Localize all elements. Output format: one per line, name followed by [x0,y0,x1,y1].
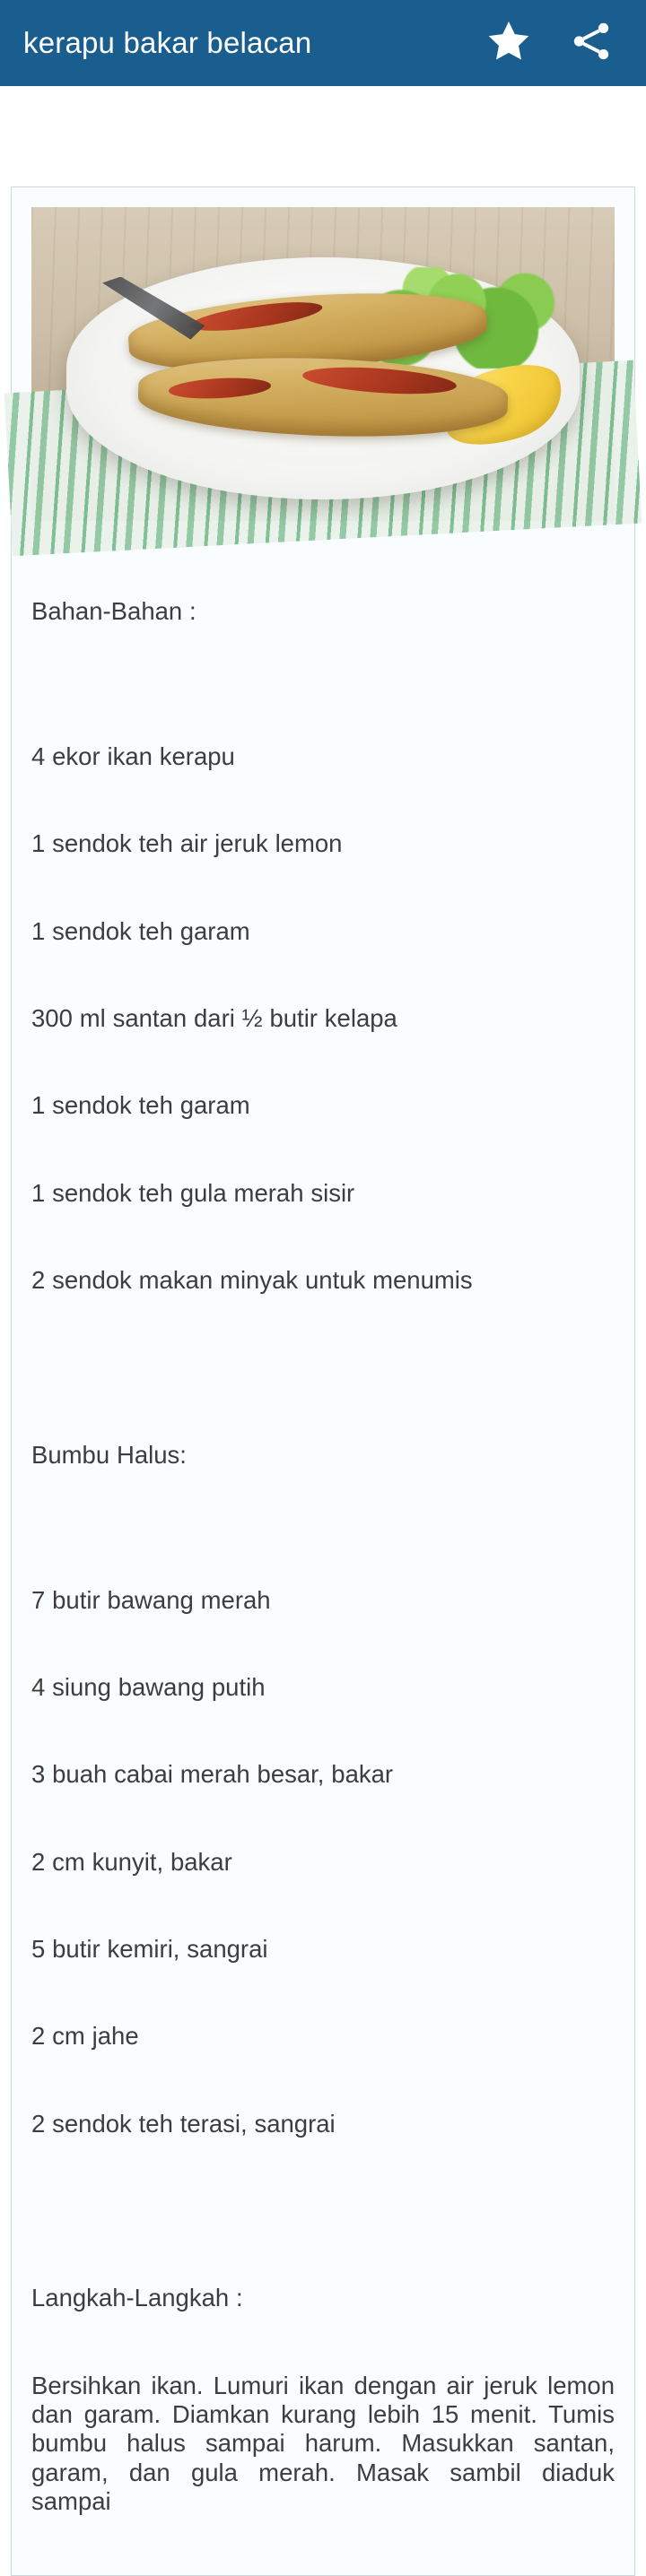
list-item: 2 sendok makan minyak untuk menumis [31,1265,473,1294]
list-item: 4 siung bawang putih [31,1673,266,1702]
ingredients-heading: Bahan-Bahan : [31,596,196,625]
share-button[interactable] [567,19,615,67]
plate [66,257,580,499]
app-bar [0,0,646,86]
spices-list [31,1528,615,2197]
steps-text: Bersihkan ikan. Lumuri ikan dengan air jeruk lemon dan garam. Diamkan kurang lebih 15 menit. Tumis bumbu halus sampai harum. Masukkan santan, garam, dan gula merah. Masak sambil diaduk sampai [31,2371,622,2516]
recipe-image [31,207,615,521]
list-item: 3 buah cabai merah besar, bakar [31,1760,394,1789]
list-item: 300 ml santan dari ½ butir kelapa [31,1004,397,1032]
parsley-garnish [292,427,406,485]
recipe-photo-illustration [31,207,615,521]
list-item: 1 sendok teh gula merah sisir [31,1178,355,1207]
steps-heading: Langkah-Langkah : [31,2284,243,2312]
list-item: 1 sendok teh garam [31,916,250,945]
recipe-card [11,186,635,2576]
favorite-button[interactable] [484,19,533,67]
page-title: kerapu bakar belacan [23,26,312,59]
list-item: 2 cm jahe [31,2022,139,2051]
spices-heading: Bumbu Halus: [31,1440,187,1469]
list-item: 2 cm kunyit, bakar [31,1847,232,1876]
list-item: 2 sendok teh terasi, sangrai [31,2109,336,2138]
list-item: 1 sendok teh garam [31,1091,250,1120]
ingredients-list [31,684,615,1353]
list-item: 4 ekor ikan kerapu [31,742,235,771]
list-item: 7 butir bawang merah [31,1585,271,1614]
recipe-body [31,539,622,2575]
list-item: 1 sendok teh air jeruk lemon [31,829,343,858]
app-bar-actions [484,19,623,67]
content-spacer [0,86,646,186]
list-item: 5 butir kemiri, sangrai [31,1935,268,1963]
star-icon [484,17,533,70]
share-icon [569,19,614,68]
